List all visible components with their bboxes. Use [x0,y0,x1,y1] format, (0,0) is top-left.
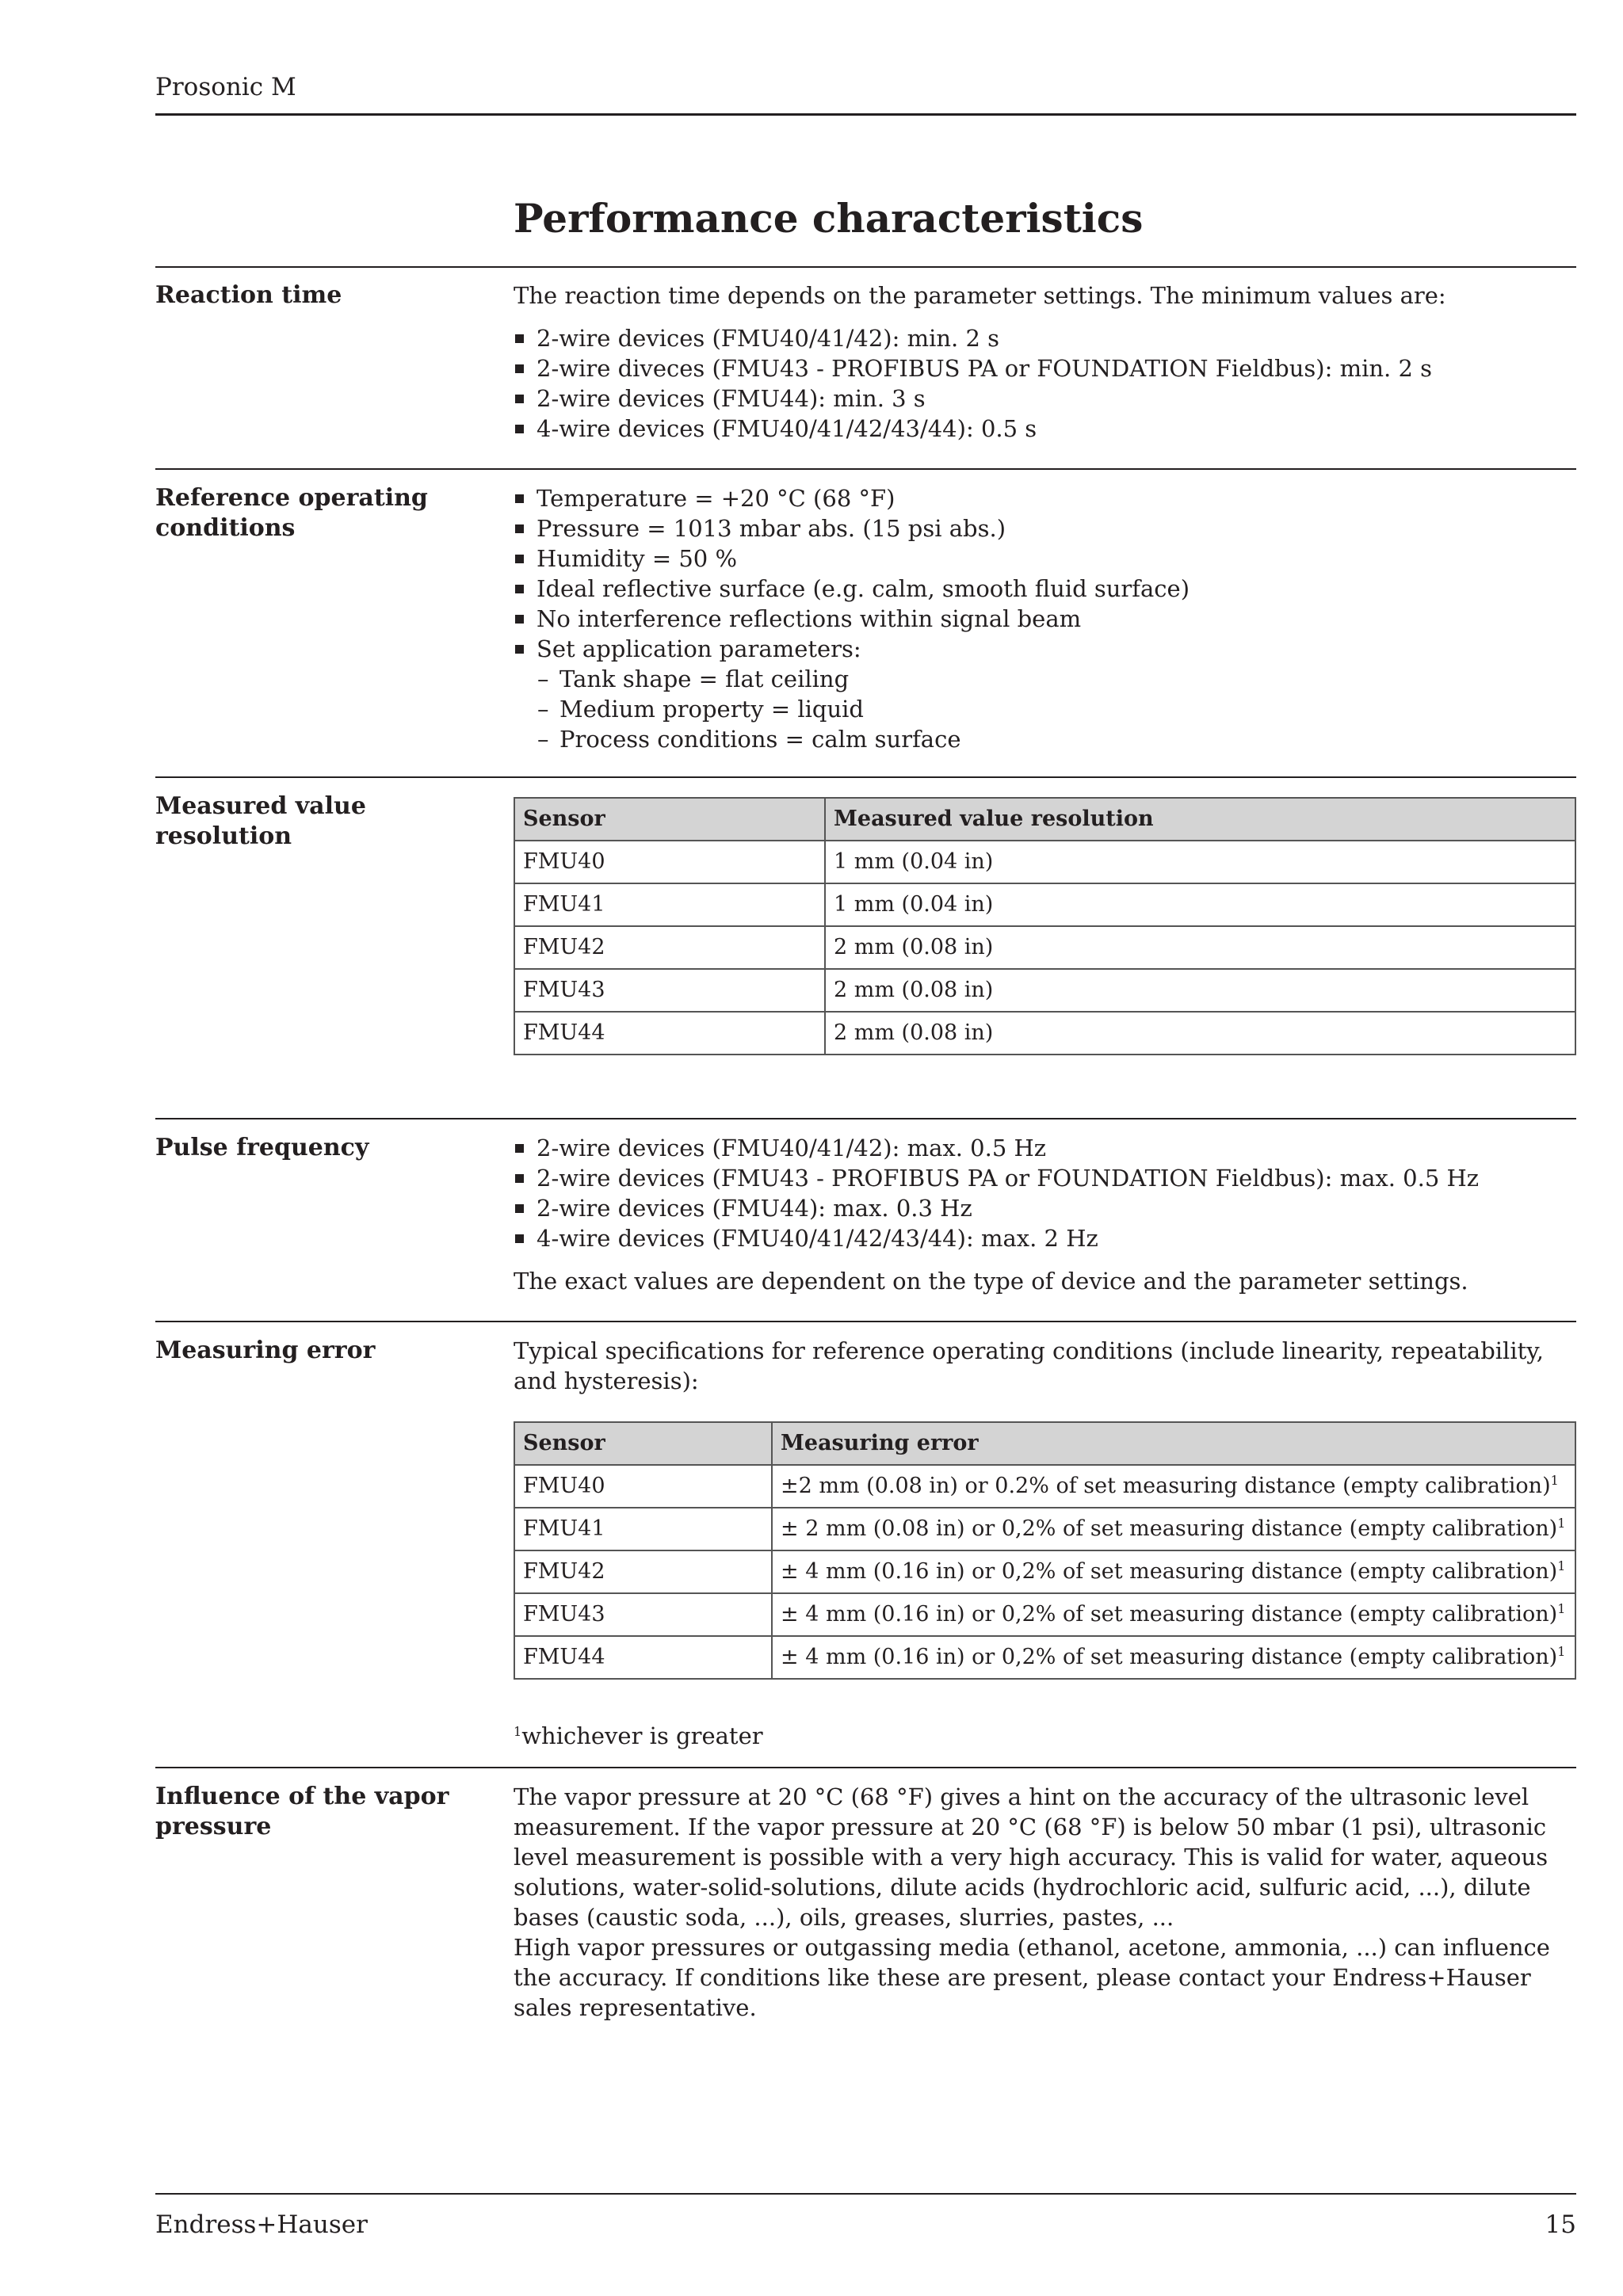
error-text: ± 2 mm (0.08 in) or 0,2% of set measuring distance (empty calibration) [781,1516,1558,1541]
pulse-frequency-note: The exact values are dependent on the type of device and the parameter settings. [514,1268,1468,1295]
section-content-vapor-pressure [514,1782,1576,2023]
cell-resolution: 2 mm (0.08 in) [825,969,1575,1012]
section-divider [155,266,1576,268]
label-line: conditions [155,514,296,542]
section-label-resolution: Measured value resolution [155,792,366,850]
cell-sensor: FMU43 [514,969,825,1012]
cell-measuring-error [772,1550,1575,1593]
footnote-marker: 1 [514,1724,522,1739]
cell-sensor: FMU40 [514,841,825,883]
section-content-resolution [514,797,1576,1055]
table-footnote [514,1721,1576,1751]
running-header: Prosonic M [155,73,296,101]
cell-resolution: 1 mm (0.04 in) [825,841,1575,883]
column-header-sensor: Sensor [514,1422,772,1465]
cell-measuring-error [772,1593,1575,1636]
list-item: Humidity = 50 % [514,543,1576,574]
sub-list-item: – Medium property = liquid [514,694,1576,724]
cell-sensor: FMU40 [514,1465,772,1508]
list-item: 2-wire devices (FMU44): min. 3 s [514,383,1576,414]
error-text: ± 4 mm (0.16 in) or 0,2% of set measuring distance (empty calibration) [781,1602,1558,1627]
list-item: 4-wire devices (FMU40/41/42/43/44): 0.5 s [514,414,1576,444]
table-row [514,1465,1575,1508]
cell-sensor: FMU42 [514,1550,772,1593]
list-item: 2-wire diveces (FMU43 - PROFIBUS PA or FOUNDATION Fieldbus): min. 2 s [514,353,1576,383]
cell-sensor: FMU44 [514,1012,825,1055]
section-divider [155,1767,1576,1768]
label-line: Influence of the vapor [155,1783,449,1810]
resolution-table [514,797,1576,1055]
table-row [514,1550,1575,1593]
error-text: ±2 mm (0.08 in) or 0.2% of set measuring distance (empty calibration) [781,1474,1551,1498]
footer-company: Endress+Hauser [155,2210,368,2239]
list-item: 2-wire devices (FMU44): max. 0.3 Hz [514,1193,1576,1223]
vapor-pressure-paragraph: High vapor pressures or outgassing media (ethanol, acetone, ammonia, ...) can influence the accuracy. If conditions like these are present, please contact your Endress+Hauser sales representative. [514,1934,1550,2021]
table-row [514,1636,1575,1679]
cell-sensor: FMU41 [514,883,825,926]
page-title: Performance characteristics [514,195,1144,242]
reaction-time-intro: The reaction time depends on the parameter settings. The minimum values are: [514,282,1446,309]
footer-rule [155,2193,1576,2195]
section-label-vapor-pressure [155,1782,472,1842]
footnote-marker: 1 [1557,1558,1566,1573]
section-divider [155,468,1576,470]
table-header-row [514,798,1575,841]
cell-sensor: FMU41 [514,1508,772,1550]
column-header-sensor: Sensor [514,798,825,841]
cell-sensor: FMU44 [514,1636,772,1679]
section-content-pulse-frequency [514,1133,1576,1296]
column-header-resolution: Measured value resolution [825,798,1575,841]
table-row [514,969,1575,1012]
list-item: 2-wire devices (FMU40/41/42): min. 2 s [514,323,1576,353]
cell-resolution: 2 mm (0.08 in) [825,926,1575,969]
cell-sensor: FMU43 [514,1593,772,1636]
list-item: Set application parameters: [514,634,1576,664]
footnote-text: whichever is greater [521,1722,763,1749]
sub-list-item: – Tank shape = flat ceiling [514,664,1576,694]
header-rule [155,113,1576,116]
table-row [514,883,1575,926]
table-row [514,1508,1575,1550]
list-item: 4-wire devices (FMU40/41/42/43/44): max. 2 Hz [514,1223,1576,1253]
application-parameters-list [514,664,1576,754]
section-label-measuring-error: Measuring error [155,1337,376,1364]
list-item: 2-wire devices (FMU40/41/42): max. 0.5 Hz [514,1133,1576,1163]
section-content-measuring-error [514,1336,1576,1751]
section-divider [155,1321,1576,1322]
footnote-marker: 1 [1557,1516,1566,1531]
vapor-pressure-paragraph: The vapor pressure at 20 °C (68 °F) gives a hint on the accuracy of the ultrasonic level measurement. If the vapor pressure at 20 °C (68 °F) is below 50 mbar (1 psi), ultrasonic level measurement is possible with a very high accuracy. This is valid for water, aqueous solutions, water-solid-solutions, dilute acids (hydrochloric acid, sulfuric acid, ...), dilute bases (caustic soda, ...), oils, greases, slurries, pastes, ... [514,1783,1549,1931]
cell-measuring-error [772,1465,1575,1508]
section-label-reference-conditions [155,483,472,543]
page-number: 15 [1545,2210,1576,2239]
cell-measuring-error [772,1508,1575,1550]
label-line: pressure [155,1813,272,1840]
pulse-frequency-list [514,1133,1576,1253]
table-header-row [514,1422,1575,1465]
cell-sensor: FMU42 [514,926,825,969]
measuring-error-intro: Typical specifications for reference operating conditions (include linearity, repeatability, and hysteresis): [514,1337,1545,1394]
section-label-reaction-time: Reaction time [155,281,342,309]
column-header-measuring-error: Measuring error [772,1422,1575,1465]
label-line: Reference operating [155,484,428,512]
section-content-reference-conditions [514,483,1576,754]
footnote-marker: 1 [1557,1601,1566,1616]
section-divider [155,776,1576,778]
section-divider [155,1118,1576,1119]
list-item: Ideal reflective surface (e.g. calm, smooth fluid surface) [514,574,1576,604]
list-item: 2-wire devices (FMU43 - PROFIBUS PA or FOUNDATION Fieldbus): max. 0.5 Hz [514,1163,1576,1193]
reaction-time-list [514,323,1576,444]
table-row [514,926,1575,969]
list-item: Pressure = 1013 mbar abs. (15 psi abs.) [514,513,1576,543]
table-row [514,1593,1575,1636]
measuring-error-table [514,1421,1576,1680]
list-item: Temperature = +20 °C (68 °F) [514,483,1576,513]
sub-list-item: – Process conditions = calm surface [514,724,1576,754]
table-row [514,841,1575,883]
cell-resolution: 1 mm (0.04 in) [825,883,1575,926]
table-row [514,1012,1575,1055]
cell-measuring-error [772,1636,1575,1679]
section-label-pulse-frequency: Pulse frequency [155,1134,369,1161]
cell-resolution: 2 mm (0.08 in) [825,1012,1575,1055]
list-item: No interference reflections within signal beam [514,604,1576,634]
section-content-reaction-time [514,280,1576,444]
error-text: ± 4 mm (0.16 in) or 0,2% of set measuring distance (empty calibration) [781,1645,1558,1669]
footnote-marker: 1 [1557,1644,1566,1659]
reference-conditions-list [514,483,1576,664]
error-text: ± 4 mm (0.16 in) or 0,2% of set measuring distance (empty calibration) [781,1559,1558,1584]
footnote-marker: 1 [1550,1473,1559,1488]
